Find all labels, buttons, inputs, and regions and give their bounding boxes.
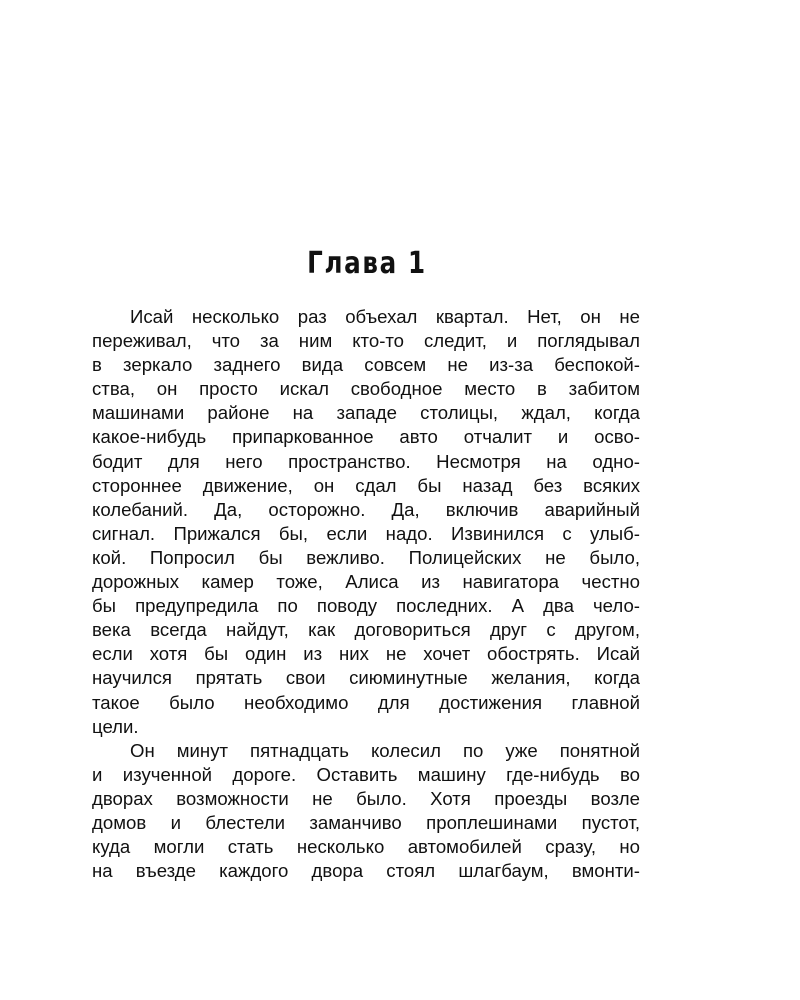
text-line: машинами районе на западе столицы, ждал, когда	[92, 402, 640, 424]
text-line: переживал, что за ним кто-то следит, и поглядывал	[92, 330, 640, 352]
text-line: такое было необходимо для достижения главной	[92, 691, 640, 713]
text-line: сигнал. Прижался бы, если надо. Извинился с улыб-	[92, 522, 640, 544]
text-line: бодит для него пространство. Несмотря на одно-	[92, 450, 640, 472]
text-line: в зеркало заднего вида совсем не из-за беспокой-	[92, 354, 640, 376]
text-line: Исай несколько раз объехал квартал. Нет, он не	[130, 306, 640, 327]
text-line: века всегда найдут, как договориться друг с другом,	[92, 619, 640, 641]
text-line: какое-нибудь припаркованное авто отчалит и осво-	[92, 426, 640, 448]
chapter-title: Глава 1	[307, 246, 427, 281]
text-line: и изученной дороге. Оставить машину где-нибудь во	[92, 763, 640, 785]
text-line: дворах возможности не было. Хотя проезды возле	[92, 787, 640, 809]
text-line: ства, он просто искал свободное место в забитом	[92, 378, 640, 400]
text-line: кой. Попросил бы вежливо. Полицейских не было,	[92, 546, 640, 568]
text-line: колебаний. Да, осторожно. Да, включив аварийный	[92, 498, 640, 520]
text-line: домов и блестели заманчиво проплешинами пустот,	[92, 811, 640, 833]
text-line: дорожных камер тоже, Алиса из навигатора честно	[92, 571, 640, 593]
paragraph-end-line: цели.	[92, 715, 139, 737]
chapter-body	[92, 305, 640, 883]
text-line: бы предупредила по поводу последних. А два чело-	[92, 595, 640, 617]
text-line: на въезде каждого двора стоял шлагбаум, вмонти-	[92, 860, 640, 882]
text-line: если хотя бы один из них не хочет обострять. Исай	[92, 643, 640, 665]
text-line: научился прятать свои сиюминутные желания, когда	[92, 667, 640, 689]
text-line: стороннее движение, он сдал бы назад без всяких	[92, 474, 640, 496]
text-line: куда могли стать несколько автомобилей сразу, но	[92, 836, 640, 858]
text-line: Он минут пятнадцать колесил по уже понятной	[130, 739, 640, 761]
